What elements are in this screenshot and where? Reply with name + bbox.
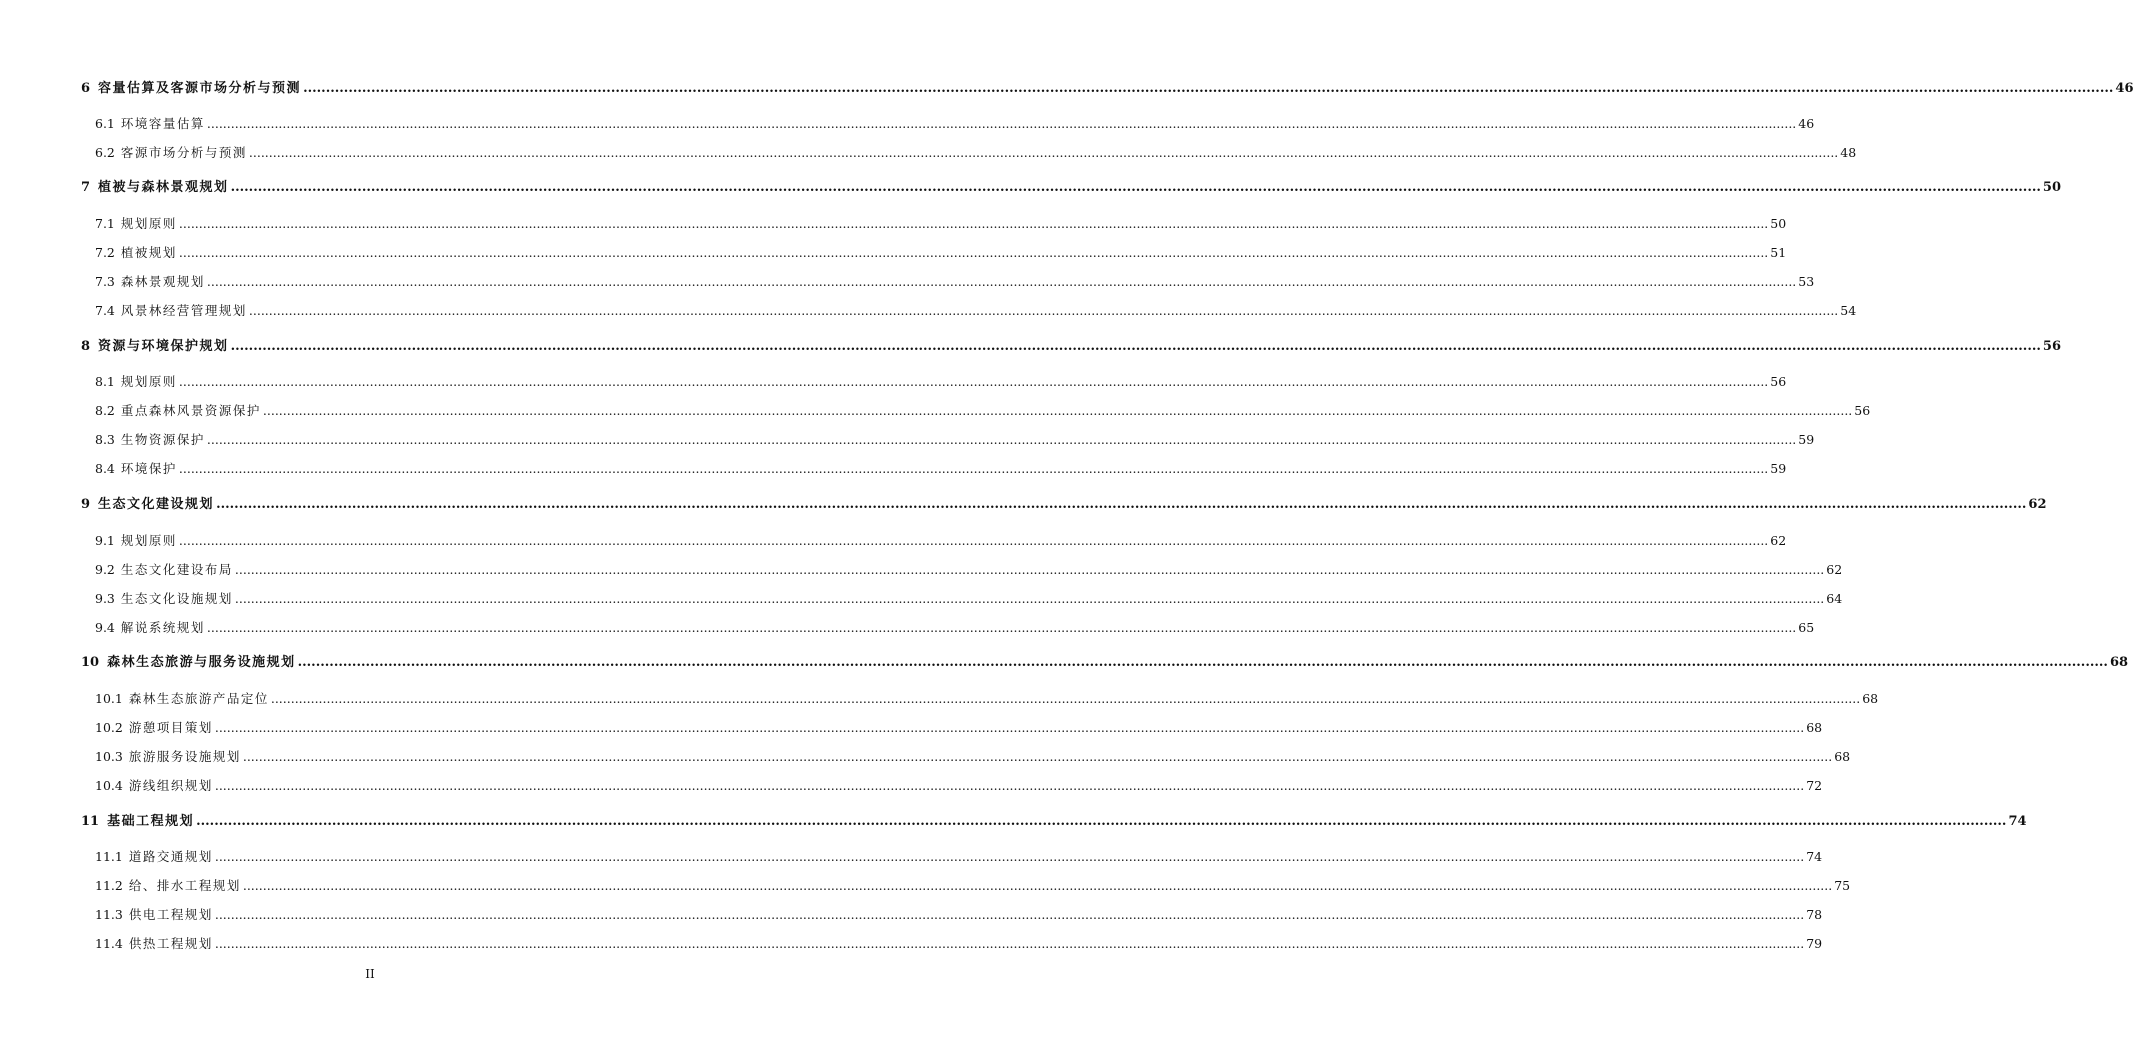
entry-number: 7 bbox=[81, 180, 91, 195]
dot-leader: ................................................................................................................................................................................................................................................................................................................................................................................................................ bbox=[248, 145, 1839, 160]
entry-page-number: 46 bbox=[2115, 81, 2134, 96]
entry-title: 环境保护 bbox=[120, 461, 177, 476]
dot-leader: ................................................................................................................................................................................................................................................................................................................................................................................................................ bbox=[230, 339, 2041, 354]
toc-entry-section[interactable] bbox=[95, 559, 1843, 579]
toc-entry-section[interactable] bbox=[95, 688, 1879, 708]
entry-number: 7.2 bbox=[95, 245, 115, 260]
entry-title: 基础工程规划 bbox=[107, 814, 195, 829]
toc-entry-section[interactable] bbox=[95, 588, 1843, 608]
entry-number: 11 bbox=[81, 814, 100, 829]
dot-leader: ................................................................................................................................................................................................................................................................................................................................................................................................................ bbox=[214, 936, 1805, 951]
entry-title: 生态文化设施规划 bbox=[120, 591, 233, 606]
entry-page-number: 54 bbox=[1840, 303, 1857, 318]
dot-leader: ................................................................................................................................................................................................................................................................................................................................................................................................................ bbox=[234, 562, 1825, 577]
entry-number: 7.1 bbox=[95, 216, 115, 231]
toc-entry-section[interactable] bbox=[95, 875, 1851, 895]
entry-title: 环境容量估算 bbox=[120, 116, 205, 131]
entry-page-number: 62 bbox=[1770, 533, 1787, 548]
dot-leader: ................................................................................................................................................................................................................................................................................................................................................................................................................ bbox=[248, 303, 1839, 318]
dot-leader: ................................................................................................................................................................................................................................................................................................................................................................................................................ bbox=[178, 216, 1769, 231]
toc-entry-section[interactable] bbox=[95, 300, 1857, 320]
entry-number: 11.4 bbox=[95, 936, 123, 951]
entry-page-number: 74 bbox=[1806, 849, 1823, 864]
dot-leader: ................................................................................................................................................................................................................................................................................................................................................................................................................ bbox=[214, 720, 1805, 735]
entry-page-number: 65 bbox=[1798, 620, 1815, 635]
entry-number: 10.4 bbox=[95, 778, 123, 793]
toc-entry-chapter[interactable] bbox=[81, 652, 2129, 672]
entry-title: 容量估算及客源市场分析与预测 bbox=[98, 81, 302, 96]
entry-title: 重点森林风景资源保护 bbox=[120, 403, 261, 418]
entry-title: 规划原则 bbox=[120, 216, 177, 231]
entry-number: 8.1 bbox=[95, 374, 115, 389]
entry-number: 10 bbox=[81, 655, 100, 670]
entry-number: 11.2 bbox=[95, 878, 123, 893]
toc-entry-section[interactable] bbox=[95, 271, 1815, 291]
dot-leader: ................................................................................................................................................................................................................................................................................................................................................................................................................ bbox=[214, 907, 1805, 922]
entry-page-number: 48 bbox=[1840, 145, 1857, 160]
dot-leader: ................................................................................................................................................................................................................................................................................................................................................................................................................ bbox=[297, 655, 2108, 670]
entry-number: 9.3 bbox=[95, 591, 115, 606]
entry-title: 植被规划 bbox=[120, 245, 177, 260]
entry-page-number: 50 bbox=[2042, 180, 2062, 195]
entry-title: 道路交通规划 bbox=[128, 849, 213, 864]
entry-number: 10.1 bbox=[95, 691, 123, 706]
dot-leader: ................................................................................................................................................................................................................................................................................................................................................................................................................ bbox=[234, 591, 1825, 606]
dot-leader: ................................................................................................................................................................................................................................................................................................................................................................................................................ bbox=[206, 620, 1797, 635]
entry-number: 10.3 bbox=[95, 749, 123, 764]
entry-title: 资源与环境保护规划 bbox=[98, 339, 229, 354]
dot-leader: ................................................................................................................................................................................................................................................................................................................................................................................................................ bbox=[216, 497, 2027, 512]
dot-leader: ................................................................................................................................................................................................................................................................................................................................................................................................................ bbox=[214, 778, 1805, 793]
entry-title: 规划原则 bbox=[120, 374, 177, 389]
toc-entry-chapter[interactable] bbox=[81, 494, 2047, 514]
dot-leader: ................................................................................................................................................................................................................................................................................................................................................................................................................ bbox=[178, 374, 1769, 389]
entry-title: 森林景观规划 bbox=[120, 274, 205, 289]
entry-number: 9.4 bbox=[95, 620, 115, 635]
toc-entry-chapter[interactable] bbox=[81, 78, 2134, 98]
footer-page-number: II bbox=[365, 967, 375, 981]
entry-number: 10.2 bbox=[95, 720, 123, 735]
entry-title: 解说系统规划 bbox=[120, 620, 205, 635]
dot-leader: ................................................................................................................................................................................................................................................................................................................................................................................................................ bbox=[178, 461, 1769, 476]
dot-leader: ................................................................................................................................................................................................................................................................................................................................................................................................................ bbox=[178, 533, 1769, 548]
dot-leader: ................................................................................................................................................................................................................................................................................................................................................................................................................ bbox=[206, 274, 1797, 289]
entry-number: 8.2 bbox=[95, 403, 115, 418]
entry-page-number: 62 bbox=[1826, 562, 1843, 577]
entry-page-number: 68 bbox=[2109, 655, 2129, 670]
entry-title: 游憩项目策划 bbox=[128, 720, 213, 735]
entry-number: 9.1 bbox=[95, 533, 115, 548]
entry-page-number: 56 bbox=[2042, 339, 2062, 354]
toc-entry-section[interactable] bbox=[95, 775, 1823, 795]
entry-number: 7.3 bbox=[95, 274, 115, 289]
entry-number: 11.3 bbox=[95, 907, 123, 922]
toc-entry-section[interactable] bbox=[95, 113, 1815, 133]
entry-page-number: 46 bbox=[1798, 116, 1815, 131]
entry-page-number: 59 bbox=[1798, 432, 1815, 447]
entry-title: 森林生态旅游与服务设施规划 bbox=[107, 655, 296, 670]
entry-page-number: 50 bbox=[1770, 216, 1787, 231]
toc-entry-section[interactable] bbox=[95, 904, 1823, 924]
dot-leader: ................................................................................................................................................................................................................................................................................................................................................................................................................ bbox=[230, 180, 2041, 195]
toc-entry-section[interactable] bbox=[95, 142, 1857, 162]
toc-entry-section[interactable] bbox=[95, 530, 1787, 550]
toc-entry-chapter[interactable] bbox=[81, 336, 2062, 356]
toc-entry-section[interactable] bbox=[95, 746, 1851, 766]
entry-title: 生物资源保护 bbox=[120, 432, 205, 447]
entry-number: 7.4 bbox=[95, 303, 115, 318]
entry-title: 风景林经营管理规划 bbox=[120, 303, 247, 318]
entry-number: 6.2 bbox=[95, 145, 115, 160]
entry-number: 11.1 bbox=[95, 849, 123, 864]
entry-page-number: 79 bbox=[1806, 936, 1823, 951]
toc-entry-section[interactable] bbox=[95, 242, 1787, 262]
entry-number: 8.4 bbox=[95, 461, 115, 476]
entry-title: 规划原则 bbox=[120, 533, 177, 548]
entry-page-number: 62 bbox=[2028, 497, 2047, 512]
dot-leader: ................................................................................................................................................................................................................................................................................................................................................................................................................ bbox=[242, 749, 1833, 764]
entry-title: 供热工程规划 bbox=[128, 936, 213, 951]
toc-entry-section[interactable] bbox=[95, 458, 1787, 478]
entry-title: 给、排水工程规划 bbox=[128, 878, 241, 893]
entry-title: 植被与森林景观规划 bbox=[98, 180, 229, 195]
entry-page-number: 68 bbox=[1862, 691, 1879, 706]
entry-title: 生态文化建设规划 bbox=[98, 497, 215, 512]
entry-number: 6.1 bbox=[95, 116, 115, 131]
entry-page-number: 53 bbox=[1798, 274, 1815, 289]
entry-page-number: 75 bbox=[1834, 878, 1851, 893]
entry-title: 客源市场分析与预测 bbox=[120, 145, 247, 160]
toc-entry-section[interactable] bbox=[95, 717, 1823, 737]
dot-leader: ................................................................................................................................................................................................................................................................................................................................................................................................................ bbox=[196, 814, 2007, 829]
toc-entry-section[interactable] bbox=[95, 400, 1871, 420]
entry-page-number: 68 bbox=[1806, 720, 1823, 735]
entry-page-number: 74 bbox=[2008, 814, 2027, 829]
entry-number: 9 bbox=[81, 497, 91, 512]
entry-page-number: 72 bbox=[1806, 778, 1823, 793]
entry-title: 供电工程规划 bbox=[128, 907, 213, 922]
toc-entry-chapter[interactable] bbox=[81, 811, 2027, 831]
toc-entry-chapter[interactable] bbox=[81, 177, 2062, 197]
dot-leader: ................................................................................................................................................................................................................................................................................................................................................................................................................ bbox=[270, 691, 1861, 706]
toc-entry-section[interactable] bbox=[95, 617, 1815, 637]
entry-title: 生态文化建设布局 bbox=[120, 562, 233, 577]
entry-page-number: 56 bbox=[1854, 403, 1871, 418]
entry-title: 森林生态旅游产品定位 bbox=[128, 691, 269, 706]
dot-leader: ................................................................................................................................................................................................................................................................................................................................................................................................................ bbox=[206, 432, 1797, 447]
toc-entry-section[interactable] bbox=[95, 429, 1815, 449]
entry-page-number: 68 bbox=[1834, 749, 1851, 764]
entry-page-number: 56 bbox=[1770, 374, 1787, 389]
entry-number: 9.2 bbox=[95, 562, 115, 577]
dot-leader: ................................................................................................................................................................................................................................................................................................................................................................................................................ bbox=[262, 403, 1853, 418]
entry-title: 游线组织规划 bbox=[128, 778, 213, 793]
entry-page-number: 64 bbox=[1826, 591, 1843, 606]
dot-leader: ................................................................................................................................................................................................................................................................................................................................................................................................................ bbox=[303, 81, 2114, 96]
dot-leader: ................................................................................................................................................................................................................................................................................................................................................................................................................ bbox=[242, 878, 1833, 893]
entry-title: 旅游服务设施规划 bbox=[128, 749, 241, 764]
entry-page-number: 78 bbox=[1806, 907, 1823, 922]
toc-entry-section[interactable] bbox=[95, 933, 1823, 953]
toc-entry-section[interactable] bbox=[95, 846, 1823, 866]
dot-leader: ................................................................................................................................................................................................................................................................................................................................................................................................................ bbox=[178, 245, 1769, 260]
entry-page-number: 59 bbox=[1770, 461, 1787, 476]
dot-leader: ................................................................................................................................................................................................................................................................................................................................................................................................................ bbox=[214, 849, 1805, 864]
entry-page-number: 51 bbox=[1770, 245, 1787, 260]
entry-number: 8 bbox=[81, 339, 91, 354]
toc-entry-section[interactable] bbox=[95, 371, 1787, 391]
dot-leader: ................................................................................................................................................................................................................................................................................................................................................................................................................ bbox=[206, 116, 1797, 131]
toc-entry-section[interactable] bbox=[95, 213, 1787, 233]
entry-number: 6 bbox=[81, 81, 91, 96]
entry-number: 8.3 bbox=[95, 432, 115, 447]
